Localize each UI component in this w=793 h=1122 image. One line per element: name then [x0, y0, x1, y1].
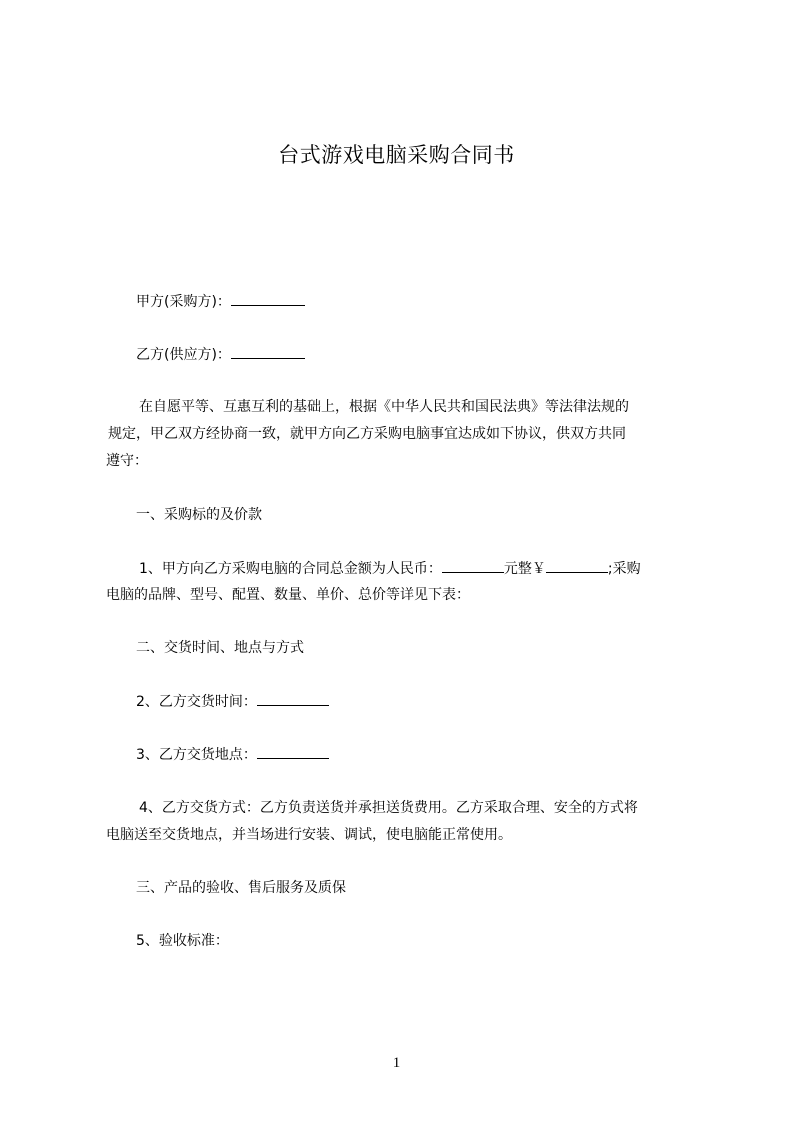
clause-4-line-1: 4、乙方交货方式：乙方负责送货并承担送货费用。乙方采取合理、安全的方式将: [139, 800, 638, 816]
clause-1-line-2: 电脑的品牌、型号、配置、数量、单价、总价等详见下表：: [106, 587, 470, 603]
document-title: 台式游戏电脑采购合同书: [278, 143, 515, 167]
preamble-line-3: 遵守：: [106, 453, 148, 469]
delivery-time-label: 2、乙方交货时间：: [136, 694, 257, 710]
clause-1-line-1: [139, 558, 641, 579]
amount-number-blank: [546, 558, 608, 573]
clause-1-text-b: 元整￥: [503, 561, 546, 577]
party-a-line: [136, 291, 305, 312]
party-b-line: [136, 344, 305, 365]
page-number: 1: [392, 1055, 401, 1071]
party-b-label: 乙方(供应方)：: [136, 347, 231, 363]
delivery-place-blank: [257, 744, 329, 759]
clause-3-line: [136, 744, 329, 765]
clause-1-text-c: ;采购: [607, 561, 641, 577]
clause-5-line: 5、验收标准：: [136, 933, 229, 949]
party-b-blank: [231, 344, 305, 359]
preamble-line-1: 在自愿平等、互惠互利的基础上，根据《中华人民共和国民法典》等法律法规的: [139, 399, 629, 415]
clause-1-text-a: 1、甲方向乙方采购电脑的合同总金额为人民币：: [139, 561, 442, 577]
delivery-place-label: 3、乙方交货地点：: [136, 747, 257, 763]
section-2-heading: 二、交货时间、地点与方式: [136, 640, 304, 656]
party-a-label: 甲方(采购方)：: [136, 294, 231, 310]
party-a-blank: [231, 291, 305, 306]
section-3-heading: 三、产品的验收、售后服务及质保: [136, 880, 346, 896]
preamble-line-2: 规定，甲乙双方经协商一致，就甲方向乙方采购电脑事宜达成如下协议，供双方共同: [108, 426, 626, 442]
delivery-time-blank: [257, 691, 329, 706]
clause-2-line: [136, 691, 329, 712]
amount-words-blank: [442, 558, 504, 573]
section-1-heading: 一、采购标的及价款: [136, 507, 262, 523]
clause-4-line-2: 电脑送至交货地点，并当场进行安装、调试，使电脑能正常使用。: [106, 827, 512, 843]
